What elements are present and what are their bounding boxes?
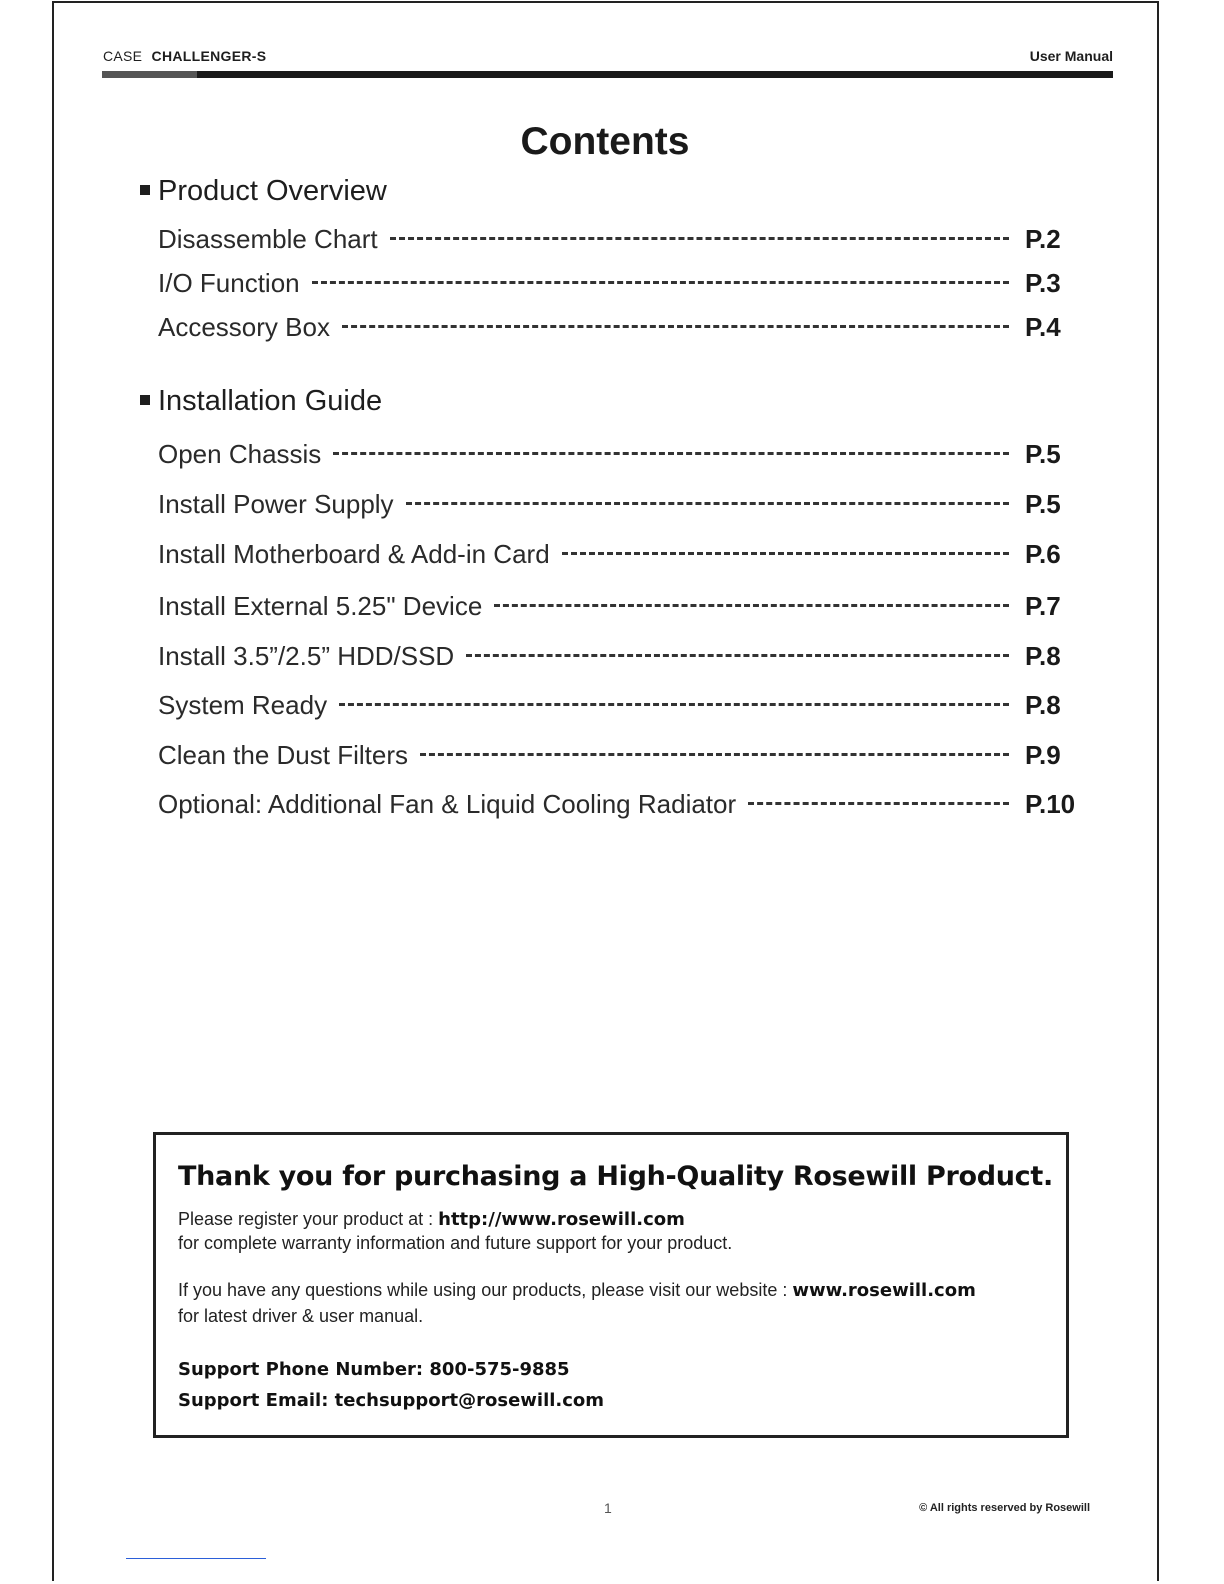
section-heading-installation-guide bbox=[140, 385, 382, 418]
section-heading-product-overview bbox=[140, 175, 387, 208]
bottom-link-underline bbox=[126, 1558, 266, 1559]
registration-info-box bbox=[153, 1132, 1069, 1438]
toc-leader bbox=[420, 753, 1009, 756]
toc-item-page: P.5 bbox=[1025, 489, 1061, 519]
toc-item-page: P.4 bbox=[1025, 312, 1061, 342]
toc-item-accessory-box[interactable] bbox=[158, 312, 1081, 344]
toc-item-label: Optional: Additional Fan & Liquid Cooling Radiator bbox=[158, 789, 737, 819]
header-doc-type: User Manual bbox=[1029, 48, 1113, 64]
website-link[interactable]: www.rosewill.com bbox=[792, 1280, 976, 1301]
toc-item-io-function[interactable] bbox=[158, 268, 1081, 300]
register-line bbox=[178, 1209, 685, 1230]
toc-leader bbox=[562, 552, 1009, 555]
toc-item-install-external-device[interactable] bbox=[158, 591, 1081, 623]
toc-item-label: Install Motherboard & Add-in Card bbox=[158, 539, 550, 569]
toc-leader bbox=[342, 325, 1009, 328]
questions-line bbox=[178, 1280, 976, 1301]
toc-leader bbox=[748, 802, 1009, 805]
toc-item-open-chassis[interactable] bbox=[158, 439, 1081, 471]
toc-item-install-motherboard[interactable] bbox=[158, 539, 1081, 571]
toc-item-page: P.8 bbox=[1025, 690, 1061, 720]
header-product bbox=[103, 48, 266, 64]
toc-item-label: Accessory Box bbox=[158, 312, 330, 342]
questions-note: for latest driver & user manual. bbox=[178, 1306, 424, 1326]
toc-leader bbox=[466, 654, 1009, 657]
toc-leader bbox=[333, 452, 1009, 455]
register-text: Please register your product at : bbox=[178, 1209, 439, 1229]
square-bullet-icon bbox=[140, 395, 150, 405]
register-url-link[interactable]: http://www.rosewill.com bbox=[438, 1209, 685, 1230]
square-bullet-icon bbox=[140, 185, 150, 195]
toc-leader bbox=[390, 237, 1009, 240]
support-email[interactable]: Support Email: techsupport@rosewill.com bbox=[178, 1390, 605, 1411]
copyright-notice: © All rights reserved by Rosewill bbox=[919, 1502, 1090, 1514]
toc-item-label: Install External 5.25" Device bbox=[158, 591, 483, 621]
toc-item-page: P.2 bbox=[1025, 224, 1061, 254]
toc-item-system-ready[interactable] bbox=[158, 690, 1081, 722]
register-note: for complete warranty information and future support for your product. bbox=[178, 1233, 733, 1253]
toc-item-label: Install 3.5”/2.5” HDD/SSD bbox=[158, 641, 455, 671]
header-model-label: CHALLENGER-S bbox=[151, 48, 267, 64]
toc-item-label: Disassemble Chart bbox=[158, 224, 378, 254]
header-rule-accent bbox=[102, 71, 197, 78]
page-title: Contents bbox=[520, 120, 690, 163]
section-heading-label: Product Overview bbox=[158, 175, 387, 207]
toc-item-optional-fan-radiator[interactable] bbox=[158, 789, 1081, 821]
toc-leader bbox=[494, 604, 1009, 607]
toc-item-page: P.8 bbox=[1025, 641, 1061, 671]
toc-item-clean-dust-filters[interactable] bbox=[158, 740, 1081, 772]
header-rule bbox=[102, 71, 1113, 78]
toc-item-page: P.6 bbox=[1025, 539, 1061, 569]
toc-item-page: P.9 bbox=[1025, 740, 1061, 770]
toc-item-label: Open Chassis bbox=[158, 439, 322, 469]
toc-leader bbox=[406, 502, 1009, 505]
toc-item-page: P.5 bbox=[1025, 439, 1061, 469]
toc-item-label: System Ready bbox=[158, 690, 328, 720]
toc-item-label: Install Power Supply bbox=[158, 489, 394, 519]
toc-item-disassemble-chart[interactable] bbox=[158, 224, 1081, 256]
section-heading-label: Installation Guide bbox=[158, 385, 383, 417]
page-number: 1 bbox=[604, 1500, 612, 1516]
toc-leader bbox=[312, 281, 1009, 284]
header-case-label: CASE bbox=[103, 48, 143, 64]
toc-item-page: P.3 bbox=[1025, 268, 1061, 298]
toc-item-install-hdd-ssd[interactable] bbox=[158, 641, 1081, 673]
support-phone: Support Phone Number: 800-575-9885 bbox=[178, 1359, 570, 1380]
questions-text: If you have any questions while using our products, please visit our website : bbox=[178, 1280, 793, 1300]
toc-leader bbox=[339, 703, 1009, 706]
info-box-title: Thank you for purchasing a High-Quality Rosewill Product. bbox=[178, 1161, 1053, 1192]
toc-item-page: P.10 bbox=[1025, 789, 1076, 819]
toc-item-label: Clean the Dust Filters bbox=[158, 740, 408, 770]
toc-item-page: P.7 bbox=[1025, 591, 1061, 621]
toc-item-install-power-supply[interactable] bbox=[158, 489, 1081, 521]
toc-item-label: I/O Function bbox=[158, 268, 300, 298]
